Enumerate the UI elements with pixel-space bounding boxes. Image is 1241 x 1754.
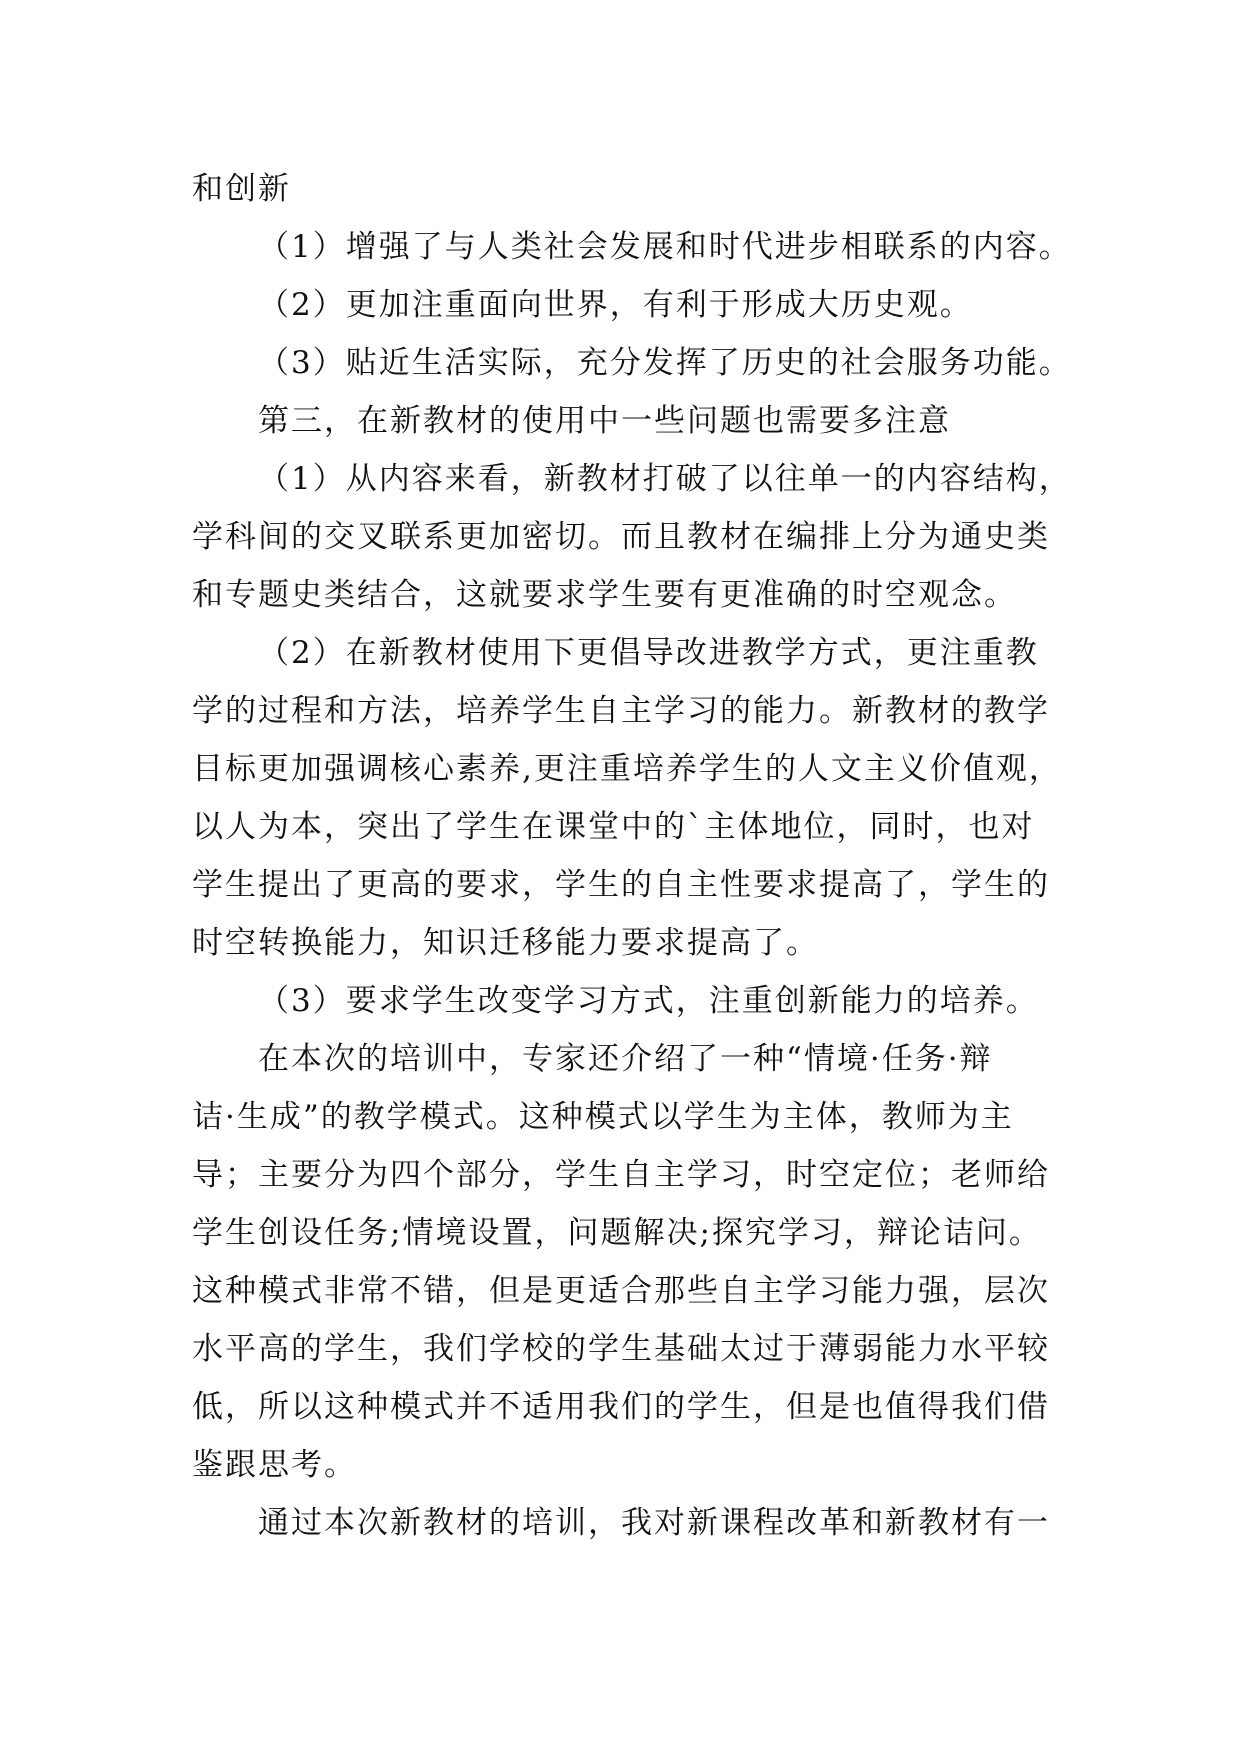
text-line: 学生提出了更高的要求，学生的自主性要求提高了，学生的 [192,867,1050,903]
text-line: 第三，在新教材的使用中一些问题也需要多注意 [258,403,951,439]
text-line: 目标更加强调核心素养,更注重培养学生的人文主义价值观， [192,751,1062,787]
text-line: 时空转换能力，知识迁移能力要求提高了。 [192,925,819,961]
text-line: 在本次的培训中，专家还介绍了一种“情境·任务·辩 [258,1041,993,1077]
text-line: 低，所以这种模式并不适用我们的学生，但是也值得我们借 [192,1389,1050,1425]
text-line: 诘·生成”的教学模式。这种模式以学生为主体，教师为主 [192,1099,1014,1135]
text-line: （1）从内容来看，新教材打破了以往单一的内容结构， [258,461,1072,497]
text-line: 导；主要分为四个部分，学生自主学习，时空定位；老师给 [192,1157,1050,1193]
text-line: 和专题史类结合，这就要求学生要有更准确的时空观念。 [192,577,1017,613]
document-body [192,160,1072,1552]
text-line: （2）更加注重面向世界，有利于形成大历史观。 [258,287,973,323]
text-line: 通过本次新教材的培训，我对新课程改革和新教材有一 [258,1505,1050,1541]
text-line: （1）增强了与人类社会发展和时代进步相联系的内容。 [258,229,1072,265]
text-line: 学生创设任务;情境设置，问题解决;探究学习，辩论诘问。 [192,1215,1042,1251]
text-line: 水平高的学生，我们学校的学生基础太过于薄弱能力水平较 [192,1331,1050,1367]
text-line: （3）贴近生活实际，充分发挥了历史的社会服务功能。 [258,345,1072,381]
text-line: （2）在新教材使用下更倡导改进教学方式，更注重教 [258,635,1039,671]
text-line: 这种模式非常不错，但是更适合那些自主学习能力强，层次 [192,1273,1050,1309]
text-line: 和创新 [192,171,291,207]
text-line: 以人为本，突出了学生在课堂中的`主体地位，同时，也对 [192,809,1035,845]
text-line: 学科间的交叉联系更加密切。而且教材在编排上分为通史类 [192,519,1050,555]
text-line: （3）要求学生改变学习方式，注重创新能力的培养。 [258,983,1039,1019]
text-line: 学的过程和方法，培养学生自主学习的能力。新教材的教学 [192,693,1050,729]
text-line: 鉴跟思考。 [192,1447,357,1483]
